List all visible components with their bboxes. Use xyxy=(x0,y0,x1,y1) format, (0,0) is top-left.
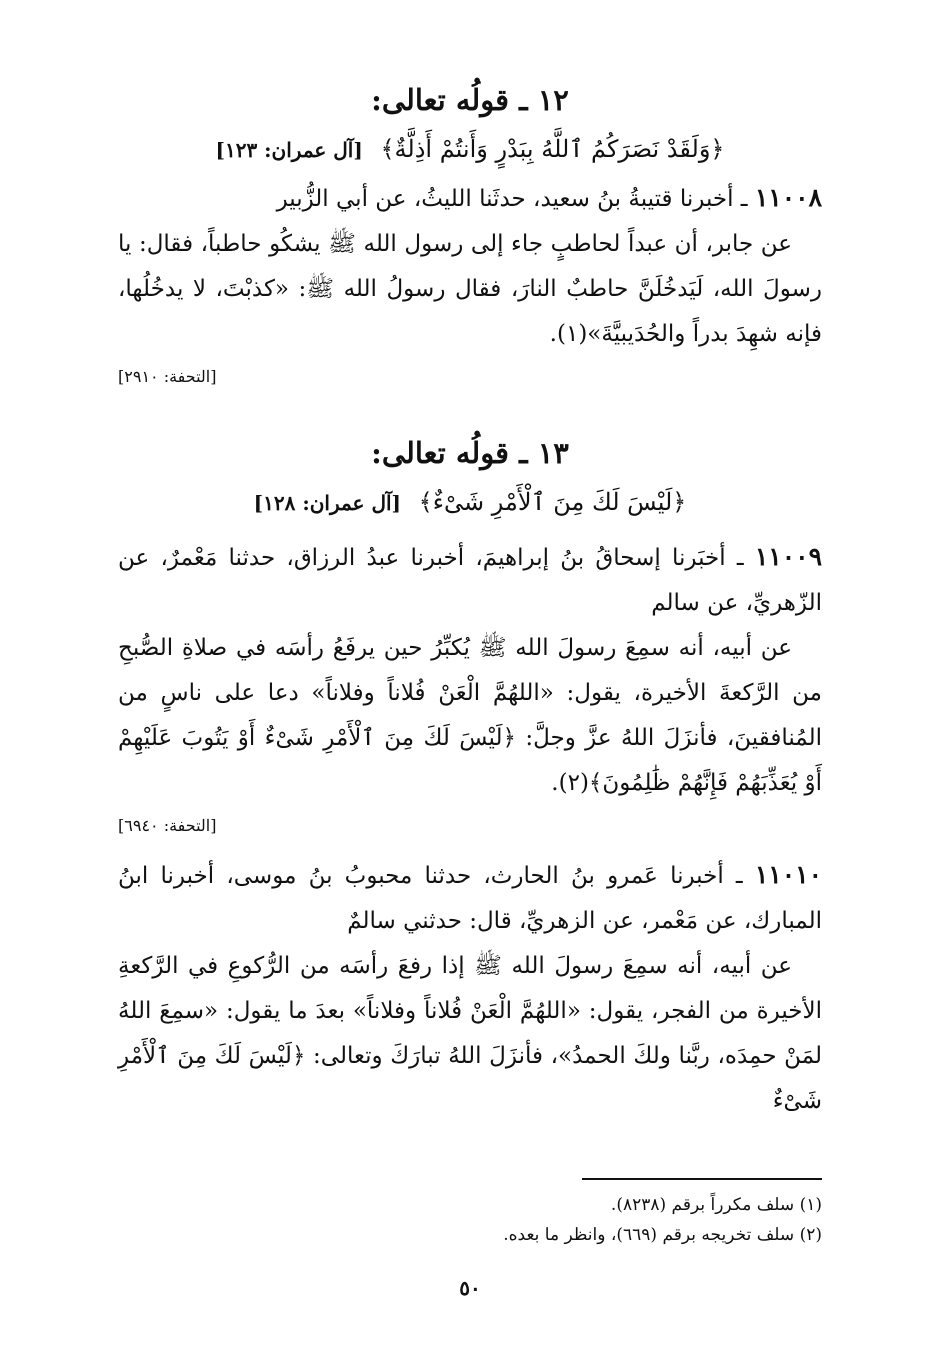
page-body xyxy=(118,80,822,1124)
footnote-2: (٢) سلف تخريجه برقم (٦٦٩)، وانظر ما بعده. xyxy=(503,1225,822,1245)
hadith-11009-tuhfa: [التحفة: ٦٩٤٠] xyxy=(118,816,217,835)
hadith-11010-matn: عن أبيه، أنه سمِعَ رسولَ الله ﷺ إذا رفعَ رأسَه من الرُّكوعِ في الرَّكعةِ الأخيرة من الفجر، يقول: «اللهُمَّ الْعَنْ فُلاناً وفلاناً» بعدَ ما يقول: «سمِعَ اللهُ لمَنْ حمِدَه، ربَّنا ولكَ الحمدُ»، فأنزَلَ اللهُ تبارَكَ وتعالى: ﴿لَيْسَ لَكَ مِنَ ٱلْأَمْرِ شَىْءٌ xyxy=(118,953,822,1114)
section-13-verse xyxy=(118,485,822,520)
hadith-11008-number: ١١٠٠٨ xyxy=(754,183,822,212)
hadith-11008-isnad-text: ـ أخبرنا قتيبةُ بنُ سعيد، حدثَنا الليثُ، عن أبي الزُّبير xyxy=(276,186,755,212)
hadith-11008-tuhfa: [التحفة: ٢٩١٠] xyxy=(118,367,217,386)
section-13-heading: ١٣ ـ قولُه تعالى: xyxy=(371,436,569,470)
hadith-11008-matn: عن جابر، أن عبداً لحاطبٍ جاء إلى رسول الله ﷺ يشكُو حاطباً، فقال: يا رسولَ الله، لَيَدخُلَنَّ حاطبٌ النارَ، فقال رسولُ الله ﷺ: «كذبْتَ، لا يدخُلُها، فإنه شهِدَ بدراً والحُدَيبيَّةَ»(١). xyxy=(118,231,822,347)
section-12-verse-text: ﴿وَلَقَدْ نَصَرَكُمُ ٱللَّهُ بِبَدْرٍ وَأَنتُمْ أَذِلَّةٌ﴾ xyxy=(380,135,725,163)
hadith-11010-isnad xyxy=(118,852,822,944)
hadith-11008-isnad xyxy=(118,175,822,222)
page-number: ٥٠ xyxy=(459,1276,481,1300)
hadith-11009-isnad xyxy=(118,534,822,626)
section-12-heading: ١٢ ـ قولُه تعالى: xyxy=(371,83,569,117)
section-13-verse-text: ﴿لَيْسَ لَكَ مِنَ ٱلْأَمْرِ شَىْءٌ﴾ xyxy=(418,488,687,516)
section-13-verse-ref: [آل عمران: ١٢٨] xyxy=(253,491,401,515)
footnote-divider xyxy=(582,1178,822,1180)
hadith-11009-number: ١١٠٠٩ xyxy=(754,542,822,571)
hadith-11009-isnad-text: ـ أخبَرنا إسحاقُ بنُ إبراهيمَ، أخبرنا عبدُ الرزاق، حدثنا مَعْمرٌ، عن الزّهريِّ، عن سالم xyxy=(118,545,822,616)
section-12-verse xyxy=(118,132,822,167)
footnote-1: (١) سلف مكرراً برقم (٨٢٣٨). xyxy=(610,1195,822,1215)
hadith-11010-isnad-text: ـ أخبرنا عَمرو بنُ الحارث، حدثنا محبوبُ بنُ موسى، أخبرنا ابنُ المبارك، عن مَعْمر، عن الزهريِّ، قال: حدثني سالمٌ xyxy=(118,863,822,934)
section-12-verse-ref: [آل عمران: ١٢٣] xyxy=(215,138,363,162)
footnotes xyxy=(118,1178,822,1250)
hadith-11009-matn: عن أبيه، أنه سمِعَ رسولَ الله ﷺ يُكبِّرُ حين يرفَعُ رأسَه في صلاةِ الصُّبحِ من الرَّكعةَ الأخيرة، يقول: «اللهُمَّ الْعَنْ فُلاناً وفلاناً» دعا على ناسٍ من المُنافقينَ، فأنزَلَ اللهُ عزَّ وجلَّ: ﴿لَيْسَ لَكَ مِنَ ٱلْأَمْرِ شَىْءٌ أَوْ يَتُوبَ عَلَيْهِمْ أَوْ يُعَذِّبَهُمْ فَإِنَّهُمْ ظَٰلِمُونَ﴾(٢). xyxy=(118,635,822,796)
hadith-11010-number: ١١٠١٠ xyxy=(754,860,822,889)
